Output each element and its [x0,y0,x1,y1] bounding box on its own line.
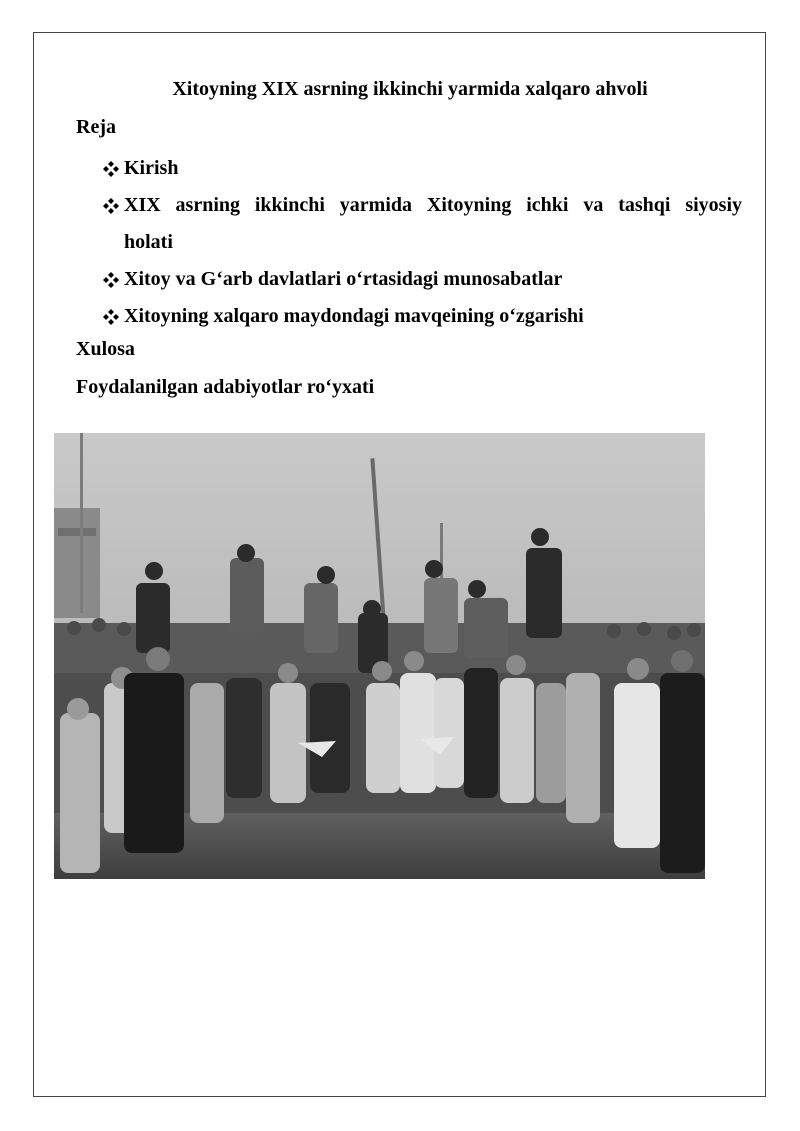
plan-item-text: Kirish [124,157,179,179]
plan-item [102,187,742,261]
plan-item-text: Xitoyning xalqaro maydondagi mavqeining o‘zgarishi [124,305,584,327]
plan-item-text: Xitoy va G‘arb davlatlari o‘rtasidagi munosabatlar [124,268,563,290]
references-heading: Foydalanilgan adabiyotlar ro‘yxati [76,376,375,398]
four-diamond-bullet-icon [102,298,120,335]
plan-list [102,150,742,335]
four-diamond-bullet-icon [102,261,120,298]
plan-item-text-line2: holati [124,231,173,253]
plan-item [102,261,742,298]
plan-item [102,150,742,187]
historical-crowd-photo [54,433,705,879]
four-diamond-bullet-icon [102,187,120,224]
plan-heading: Reja [76,116,116,138]
plan-item [102,298,742,335]
document-title: Xitoyning XIX asrning ikkinchi yarmida xalqaro ahvoli [172,78,648,100]
four-diamond-bullet-icon [102,150,120,187]
conclusion-heading: Xulosa [76,338,135,360]
plan-item-text-line1: XIX asrning ikkinchi yarmida Xitoyning ichki va tashqi siyosiy [124,194,742,216]
